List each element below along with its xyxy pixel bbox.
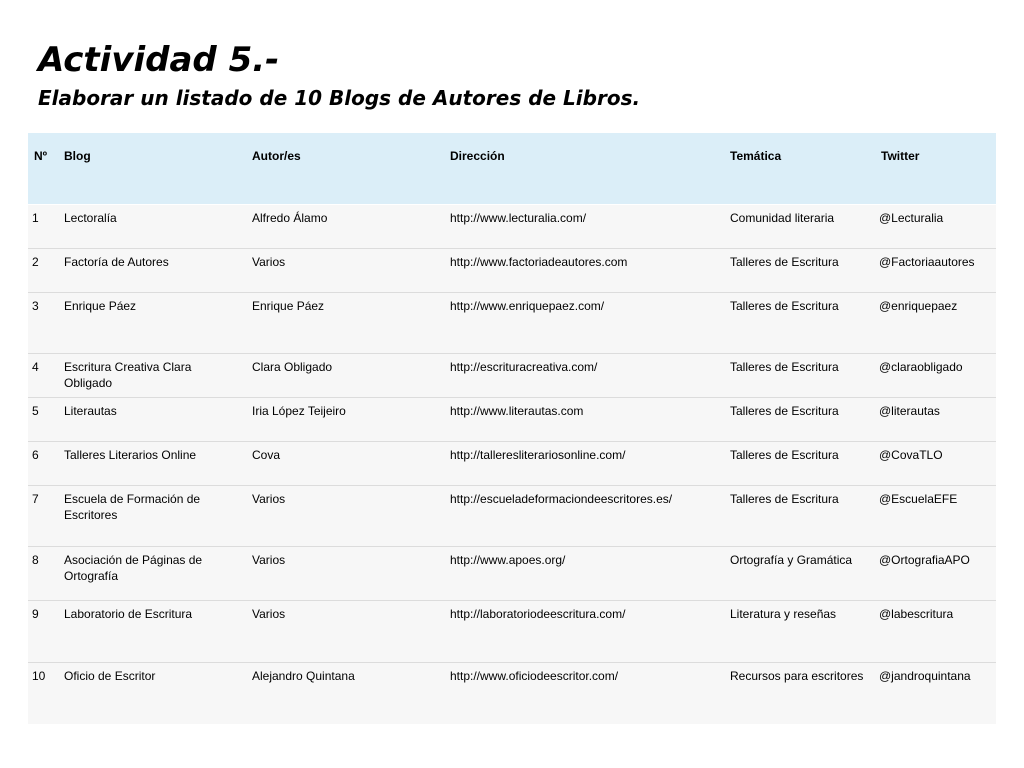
cell-blog: Laboratorio de Escritura <box>58 601 246 663</box>
table-row <box>28 486 996 547</box>
header-blog: Blog <box>58 133 246 178</box>
cell-blog: Lectoralía <box>58 205 246 249</box>
cell-number: 3 <box>28 293 58 354</box>
blogs-table <box>28 133 996 724</box>
cell-twitter: @Factoriaautores <box>875 249 996 293</box>
cell-number: 5 <box>28 398 58 442</box>
cell-blog: Escritura Creativa Clara Obligado <box>58 354 246 398</box>
header-number: Nº <box>28 133 58 178</box>
cell-topic: Talleres de Escritura <box>724 442 875 486</box>
table-row <box>28 205 996 249</box>
cell-twitter: @literautas <box>875 398 996 442</box>
cell-twitter: @OrtografiaAPO <box>875 547 996 601</box>
table-row <box>28 398 996 442</box>
cell-author: Alfredo Álamo <box>246 205 444 249</box>
cell-number: 4 <box>28 354 58 398</box>
cell-number: 8 <box>28 547 58 601</box>
table-row <box>28 442 996 486</box>
cell-twitter: @Lecturalia <box>875 205 996 249</box>
cell-author: Clara Obligado <box>246 354 444 398</box>
cell-address: http://escueladeformaciondeescritores.es/ <box>444 486 724 547</box>
table-row <box>28 249 996 293</box>
cell-blog: Escuela de Formación de Escritores <box>58 486 246 547</box>
cell-topic: Talleres de Escritura <box>724 398 875 442</box>
cell-address: http://www.oficiodeescritor.com/ <box>444 663 724 724</box>
cell-number: 10 <box>28 663 58 724</box>
header-topic: Temática <box>724 133 875 178</box>
cell-twitter: @enriquepaez <box>875 293 996 354</box>
cell-number: 1 <box>28 205 58 249</box>
cell-blog: Asociación de Páginas de Ortografía <box>58 547 246 601</box>
cell-blog: Literautas <box>58 398 246 442</box>
cell-address: http://talleresliterariosonline.com/ <box>444 442 724 486</box>
cell-topic: Talleres de Escritura <box>724 293 875 354</box>
cell-twitter: @CovaTLO <box>875 442 996 486</box>
cell-blog: Factoría de Autores <box>58 249 246 293</box>
table-row <box>28 663 996 724</box>
table-row <box>28 293 996 354</box>
header-author: Autor/es <box>246 133 444 178</box>
cell-topic: Talleres de Escritura <box>724 354 875 398</box>
cell-number: 6 <box>28 442 58 486</box>
cell-author: Varios <box>246 601 444 663</box>
cell-author: Varios <box>246 547 444 601</box>
cell-number: 7 <box>28 486 58 547</box>
page-subtitle: Elaborar un listado de 10 Blogs de Autores de Libros. <box>38 86 641 110</box>
cell-topic: Recursos para escritores <box>724 663 875 724</box>
table-row <box>28 354 996 398</box>
cell-address: http://www.lecturalia.com/ <box>444 205 724 249</box>
cell-author: Alejandro Quintana <box>246 663 444 724</box>
header-spacer-cell <box>28 178 996 205</box>
cell-author: Iria López Teijeiro <box>246 398 444 442</box>
cell-author: Varios <box>246 486 444 547</box>
cell-author: Cova <box>246 442 444 486</box>
cell-blog: Talleres Literarios Online <box>58 442 246 486</box>
cell-twitter: @labescritura <box>875 601 996 663</box>
table-header-row <box>28 133 996 178</box>
cell-address: http://escrituracreativa.com/ <box>444 354 724 398</box>
cell-author: Varios <box>246 249 444 293</box>
cell-topic: Talleres de Escritura <box>724 249 875 293</box>
cell-topic: Comunidad literaria <box>724 205 875 249</box>
cell-twitter: @jandroquintana <box>875 663 996 724</box>
cell-author: Enrique Páez <box>246 293 444 354</box>
cell-twitter: @EscuelaEFE <box>875 486 996 547</box>
cell-topic: Literatura y reseñas <box>724 601 875 663</box>
cell-blog: Enrique Páez <box>58 293 246 354</box>
header-twitter: Twitter <box>875 133 996 178</box>
table-row <box>28 547 996 601</box>
table-header-spacer <box>28 178 996 205</box>
cell-topic: Ortografía y Gramática <box>724 547 875 601</box>
cell-number: 9 <box>28 601 58 663</box>
cell-address: http://www.factoriadeautores.com <box>444 249 724 293</box>
cell-number: 2 <box>28 249 58 293</box>
cell-topic: Talleres de Escritura <box>724 486 875 547</box>
cell-blog: Oficio de Escritor <box>58 663 246 724</box>
table-row <box>28 601 996 663</box>
cell-address: http://laboratoriodeescritura.com/ <box>444 601 724 663</box>
cell-address: http://www.literautas.com <box>444 398 724 442</box>
page-title: Actividad 5.- <box>38 40 280 80</box>
cell-twitter: @claraobligado <box>875 354 996 398</box>
cell-address: http://www.enriquepaez.com/ <box>444 293 724 354</box>
cell-address: http://www.apoes.org/ <box>444 547 724 601</box>
header-address: Dirección <box>444 133 724 178</box>
